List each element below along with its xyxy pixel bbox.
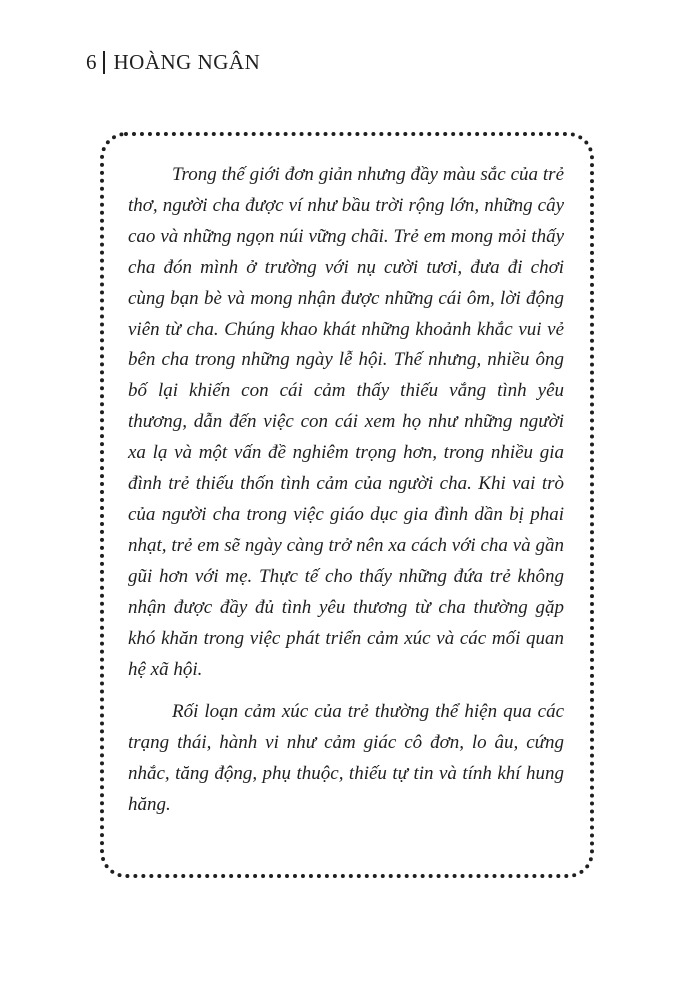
running-header: [86, 50, 260, 75]
paragraph-1: Trong thế giới đơn giản nhưng đầy màu sắc của trẻ thơ, người cha được ví như bầu trời rộng lớn, những cây cao và những ngọn núi vững chãi. Trẻ em mong mỏi thấy cha đón mình ở trường với nụ cười tươi, đưa đi chơi cùng bạn bè và mong nhận được những cái ôm, lời động viên từ cha. Chúng khao khát những khoảnh khắc vui vẻ bên cha trong những ngày lễ hội. Thế nhưng, nhiều ông bố lại khiến con cái cảm thấy thiếu vắng tình yêu thương, dẫn đến việc con cái xem họ như những người xa lạ và một vấn đề nghiêm trọng hơn, trong nhiều gia đình trẻ thiếu thốn tình cảm của người cha. Khi vai trò của người cha trong việc giáo dục gia đình dần bị phai nhạt, trẻ em sẽ ngày càng trở nên xa cách với cha và gần gũi hơn với mẹ. Thực tế cho thấy những đứa trẻ không nhận được đầy đủ tình yêu thương từ cha thường gặp khó khăn trong việc phát triển cảm xúc và các mối quan hệ xã hội.: [128, 164, 564, 680]
header-divider: [103, 51, 105, 74]
paragraph-2: Rối loạn cảm xúc của trẻ thường thể hiện qua các trạng thái, hành vi như cảm giác cô đơn, lo âu, cứng nhắc, tăng động, phụ thuộc, thiếu tự tin và tính khí hung hăng.: [128, 701, 564, 816]
body-text: [128, 160, 564, 821]
page-number: 6: [86, 50, 97, 74]
author-name: HOÀNG NGÂN: [113, 50, 261, 74]
